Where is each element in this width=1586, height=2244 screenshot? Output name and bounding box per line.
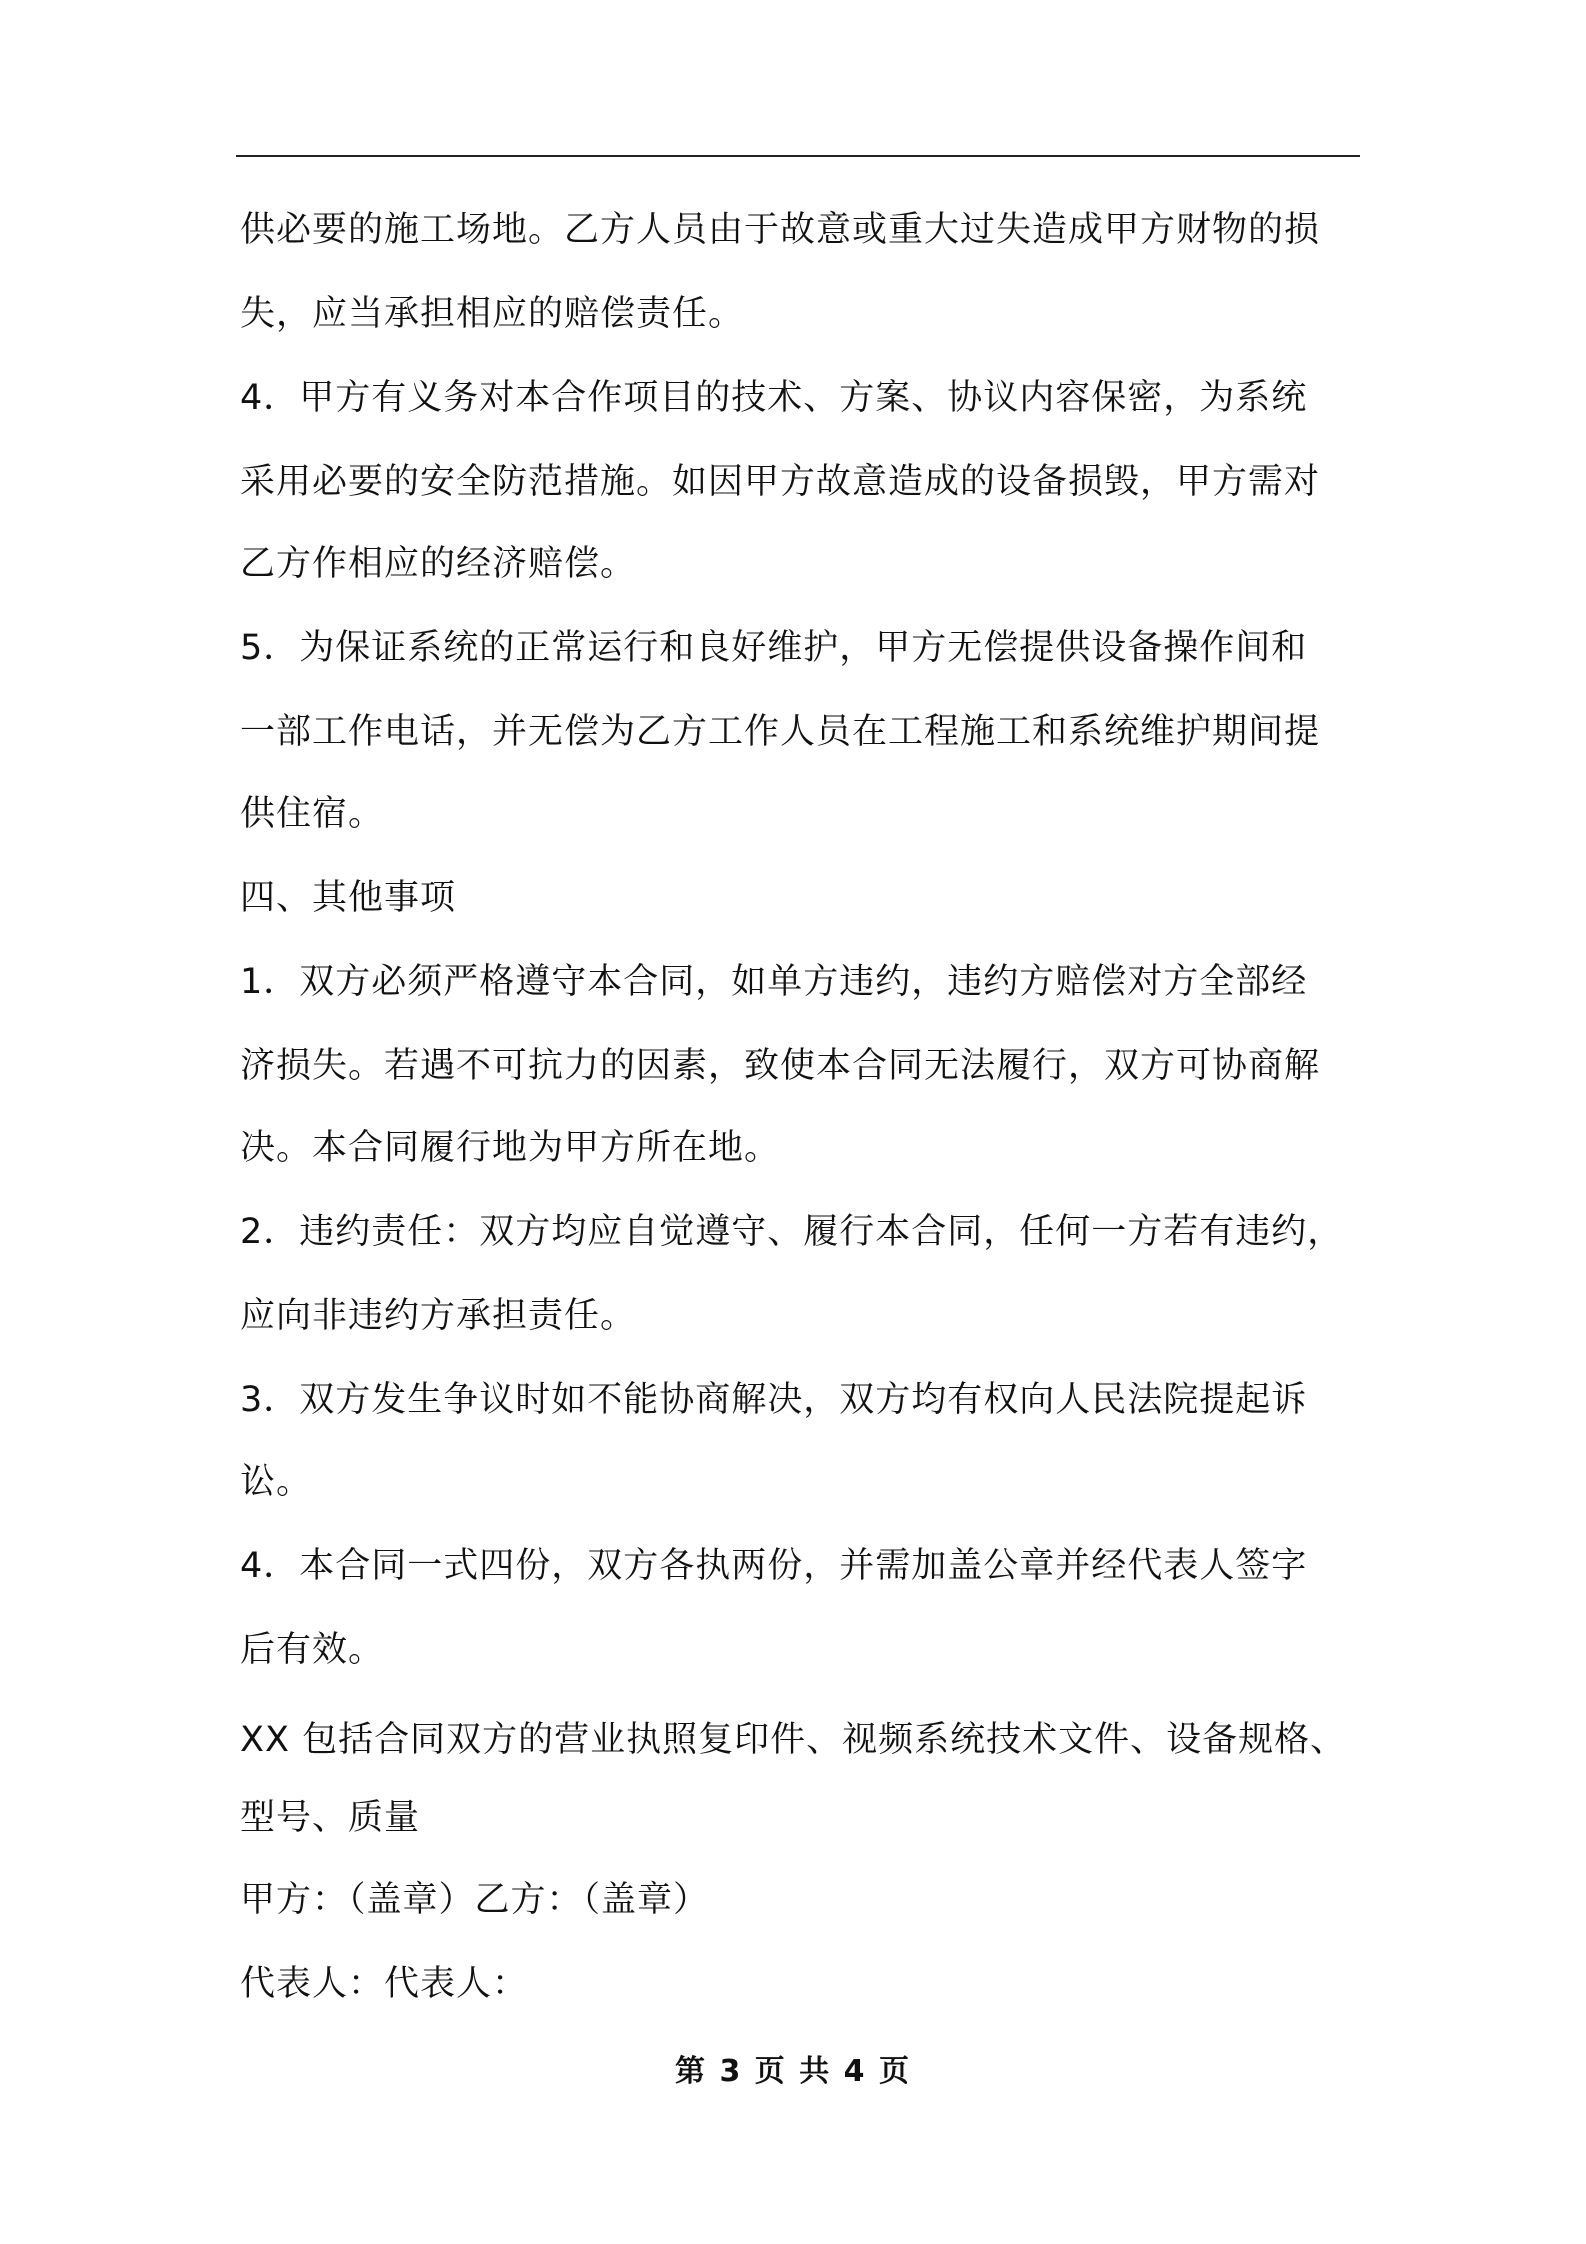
page-number: 第 3 页 共 4 页 — [675, 2054, 911, 2089]
signature-party-line: 甲方：（盖章）乙方：（盖章） — [240, 1880, 710, 1920]
text-line: 5．为保证系统的正常运行和良好维护，甲方无偿提供设备操作间和 — [240, 628, 1308, 668]
text-line: 讼。 — [240, 1462, 313, 1502]
text-line: 供住宿。 — [240, 794, 385, 834]
text-line: 3．双方发生争议时如不能协商解决，双方均有权向人民法院提起诉 — [240, 1380, 1308, 1420]
signature-representative-line: 代表人：代表人： — [240, 1964, 529, 2004]
text-line: 济损失。若遇不可抗力的因素，致使本合同无法履行，双方可协商解 — [240, 1046, 1321, 1086]
text-line: 4．本合同一式四份，双方各执两份，并需加盖公章并经代表人签字 — [240, 1546, 1308, 1586]
text-line: 失，应当承担相应的赔偿责任。 — [240, 294, 745, 334]
section-heading: 四、其他事项 — [240, 878, 457, 918]
text-line: 一部工作电话，并无偿为乙方工作人员在工程施工和系统维护期间提 — [240, 712, 1321, 752]
text-line: 型号、质量 — [240, 1798, 421, 1838]
text-line: 2．违约责任：双方均应自觉遵守、履行本合同，任何一方若有违约， — [240, 1212, 1344, 1252]
text-line: 采用必要的安全防范措施。如因甲方故意造成的设备损毁，甲方需对 — [240, 462, 1321, 502]
text-line: 供必要的施工场地。乙方人员由于故意或重大过失造成甲方财物的损 — [240, 210, 1321, 250]
text-line: 乙方作相应的经济赔偿。 — [240, 544, 637, 584]
header-rule — [236, 155, 1360, 157]
text-line: XX 包括合同双方的营业执照复印件、视频系统技术文件、设备规格、 — [240, 1720, 1347, 1760]
text-line: 应向非违约方承担责任。 — [240, 1296, 637, 1336]
text-line: 决。本合同履行地为甲方所在地。 — [240, 1128, 781, 1168]
text-line: 后有效。 — [240, 1630, 385, 1670]
text-line: 4．甲方有义务对本合作项目的技术、方案、协议内容保密，为系统 — [240, 378, 1308, 418]
text-line: 1．双方必须严格遵守本合同，如单方违约，违约方赔偿对方全部经 — [240, 962, 1308, 1002]
